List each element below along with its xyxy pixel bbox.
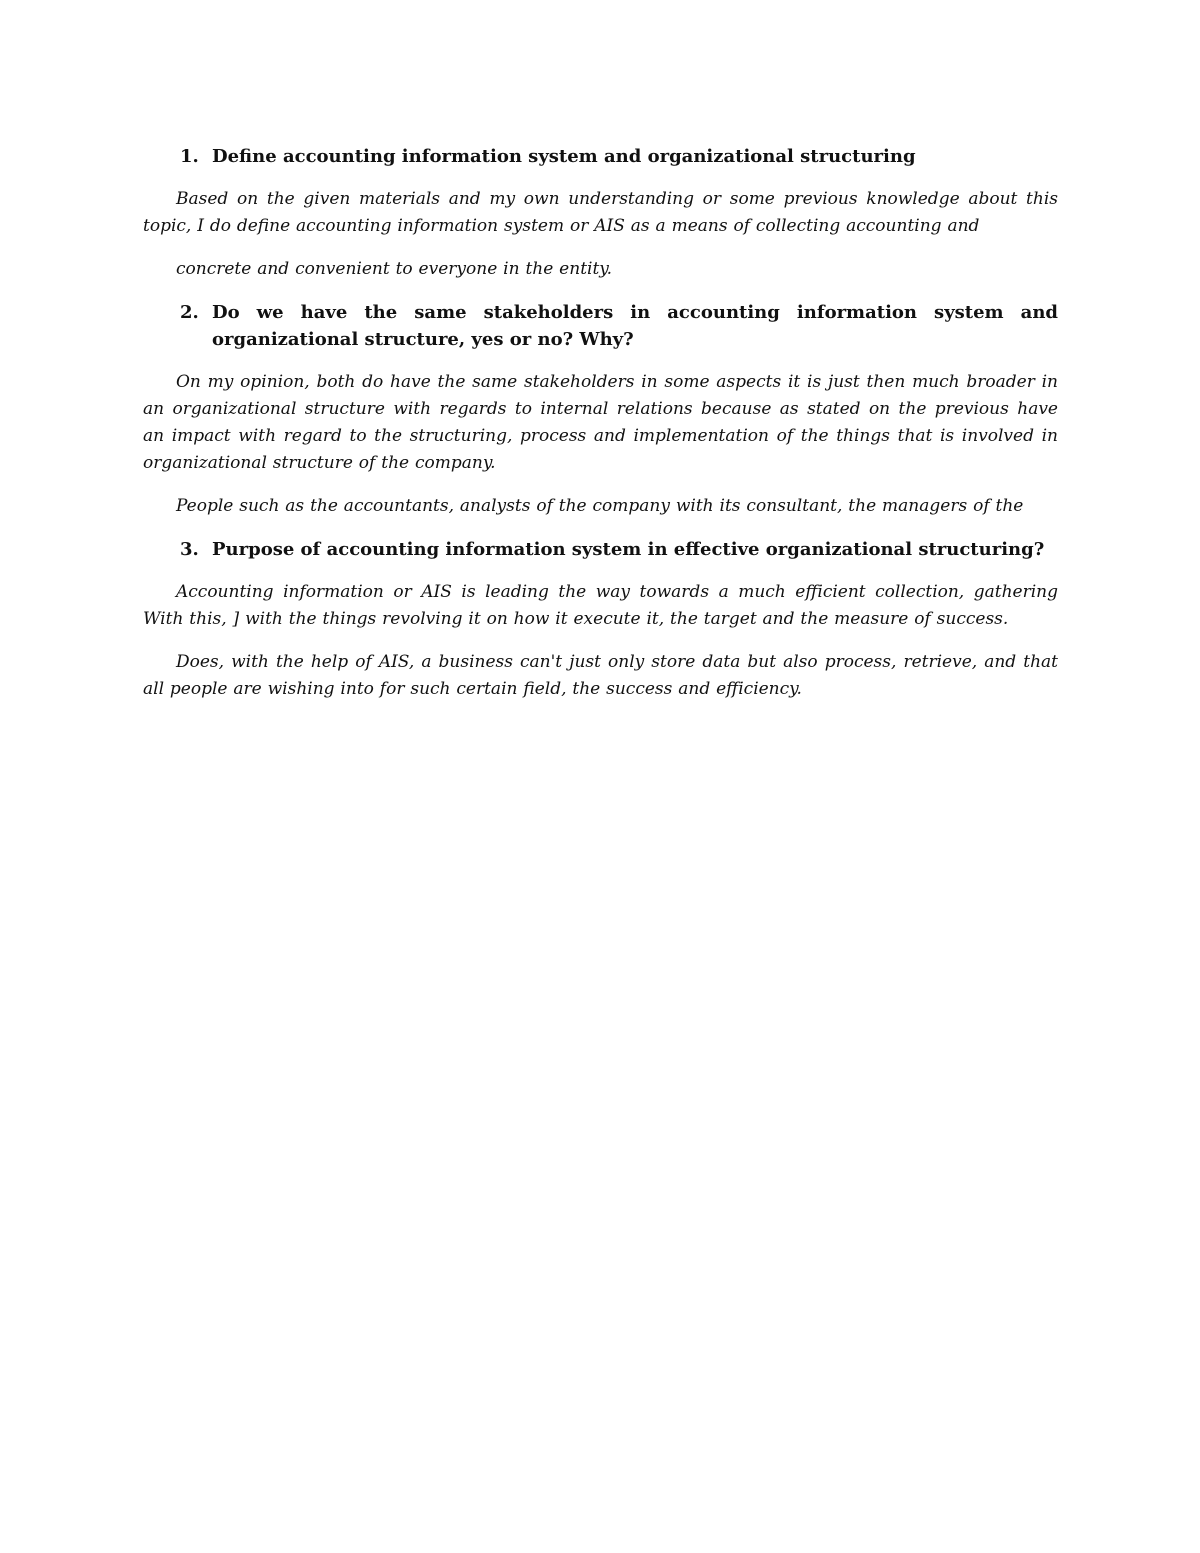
section-2-title: [212, 299, 1058, 353]
paragraph-line: concrete and convenient to everyone in the entity.: [176, 259, 613, 279]
section-2-heading: [143, 299, 1058, 353]
section-1-heading: [143, 143, 1058, 170]
section-3-heading: [143, 536, 1058, 563]
paragraph-line: With this, ] with the things revolving it on how it execute it, the target and the measure of success.: [143, 609, 1009, 629]
heading-line: organizational structure, yes or no? Why?: [212, 329, 634, 350]
paragraph-line: all people are wishing into for such certain field, the success and efficiency.: [143, 679, 802, 699]
paragraph-line: organizational structure of the company.: [143, 453, 496, 473]
section-1-paragraph-1: [143, 186, 1058, 240]
paragraph-line: Does, with the help of AIS, a business can't just only store data but also process, retrieve, and that: [176, 652, 1058, 672]
paragraph-line: an organizational structure with regards to internal relations because as stated on the previous have: [143, 399, 1058, 419]
section-2-paragraph-2: [143, 493, 1058, 520]
section-3-number: 3.: [180, 539, 199, 560]
section-3-paragraph-1: [143, 579, 1058, 633]
section-2-number: 2.: [180, 302, 199, 323]
section-2-paragraph-1: [143, 369, 1058, 477]
heading-line: Do we have the same stakeholders in accounting information system and: [212, 302, 1058, 323]
paragraph-line: On my opinion, both do have the same stakeholders in some aspects it is just then much broader in: [176, 372, 1058, 392]
section-1-title: Define accounting information system and organizational structuring: [212, 146, 916, 167]
document-body: [143, 143, 1058, 703]
paragraph-line: People such as the accountants, analysts of the company with its consultant, the managers of the: [176, 496, 1024, 516]
paragraph-line: topic, I do define accounting information system or AIS as a means of collecting accounting and: [143, 216, 980, 236]
section-3-paragraph-2: [143, 649, 1058, 703]
paragraph-line: an impact with regard to the structuring, process and implementation of the things that is involved in: [143, 426, 1058, 446]
paragraph-line: Based on the given materials and my own understanding or some previous knowledge about this: [176, 189, 1058, 209]
paragraph-line: Accounting information or AIS is leading the way towards a much efficient collection, gathering: [176, 582, 1058, 602]
section-3-title: Purpose of accounting information system in effective organizational structuring?: [212, 539, 1045, 560]
section-1-paragraph-2: [143, 256, 1058, 283]
section-1-number: 1.: [180, 146, 199, 167]
